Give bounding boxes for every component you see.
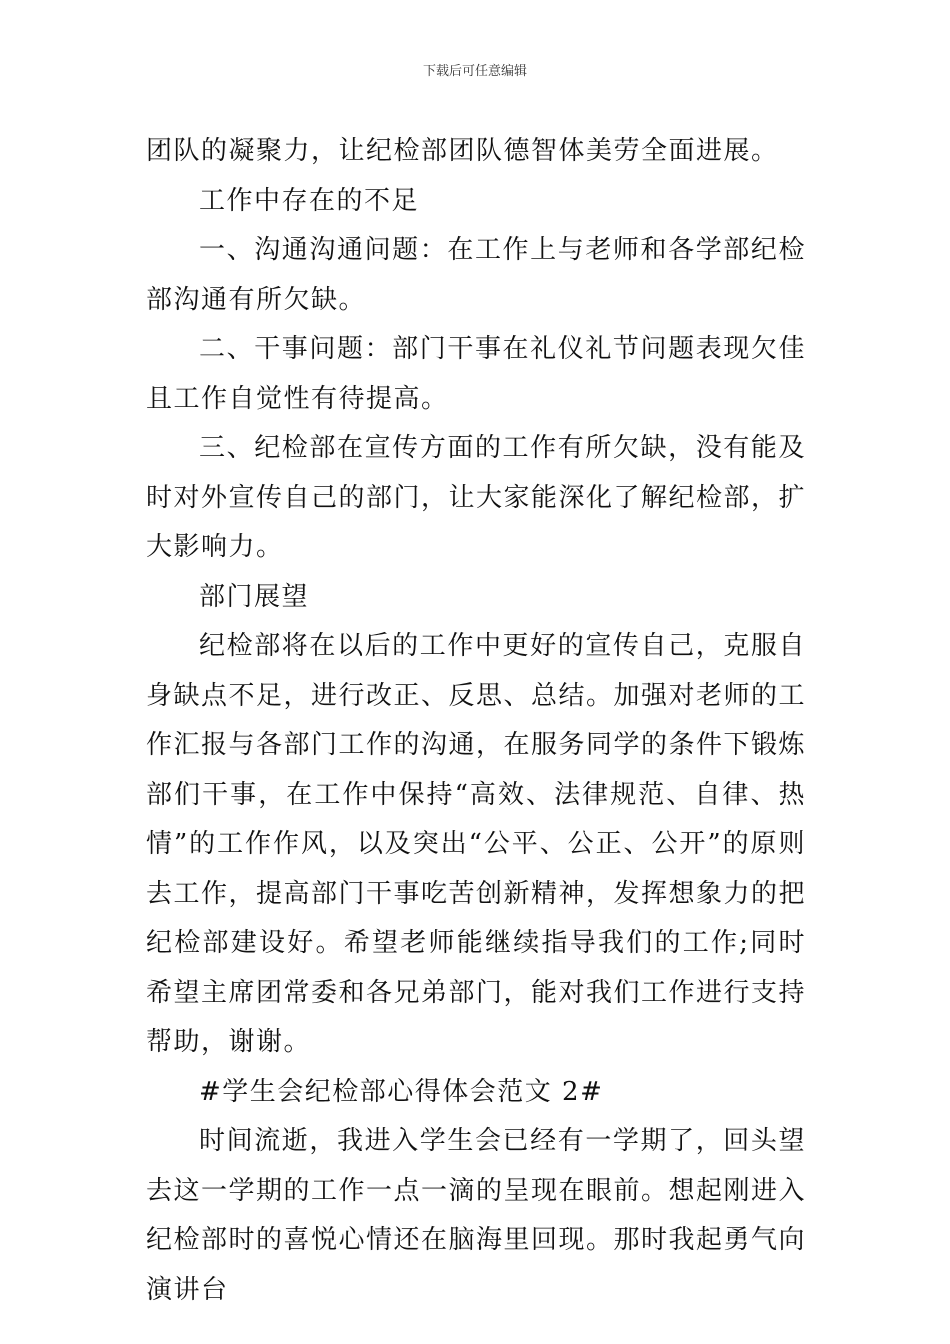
paragraph-outlook: 纪检部将在以后的工作中更好的宣传自己，克服自身缺点不足，进行改正、反思、总结。加强对老师的工作汇报与各部门工作的沟通，在服务同学的条件下锻炼部们干事，在工作中保持“高效、法律规范、自律、热情”的工作作风，以及突出“公平、公正、公开”的原则去工作，提高部门干事吃苦创新精神，发挥想象力的把纪检部建设好。希望老师能继续指导我们的工作;同时希望主席团常委和各兄弟部门，能对我们工作进行支持帮助，谢谢。 [146, 631, 807, 1057]
section-heading-sample-2: #学生会纪检部心得体会范文 2# [199, 1076, 604, 1107]
section-heading-outlook: 部门展望 [199, 581, 310, 612]
document-body [146, 127, 806, 1315]
paragraph-issue-staff: 二、干事问题：部门干事在礼仪礼节问题表现欠佳且工作自觉性有待提高。 [146, 334, 806, 414]
paragraph-issue-communication: 一、沟通沟通问题：在工作上与老师和各学部纪检部沟通有所欠缺。 [146, 235, 806, 315]
page-header-note: 下载后可任意编辑 [422, 64, 527, 79]
paragraph-continuation: 团队的凝聚力，让纪检部团队德智体美劳全面进展。 [146, 136, 779, 166]
paragraph-sample-2-intro: 时间流逝，我进入学生会已经有一学期了，回头望去这一学期的工作一点一滴的呈现在眼前。想起刚进入纪检部时的喜悦心情还在脑海里回现。那时我起勇气向演讲台 [146, 1126, 807, 1305]
paragraph-issue-publicity: 三、纪检部在宣传方面的工作有所欠缺，没有能及时对外宣传自己的部门，让大家能深化了解纪检部，扩大影响力。 [146, 433, 807, 562]
section-heading-shortcomings: 工作中存在的不足 [199, 185, 420, 216]
